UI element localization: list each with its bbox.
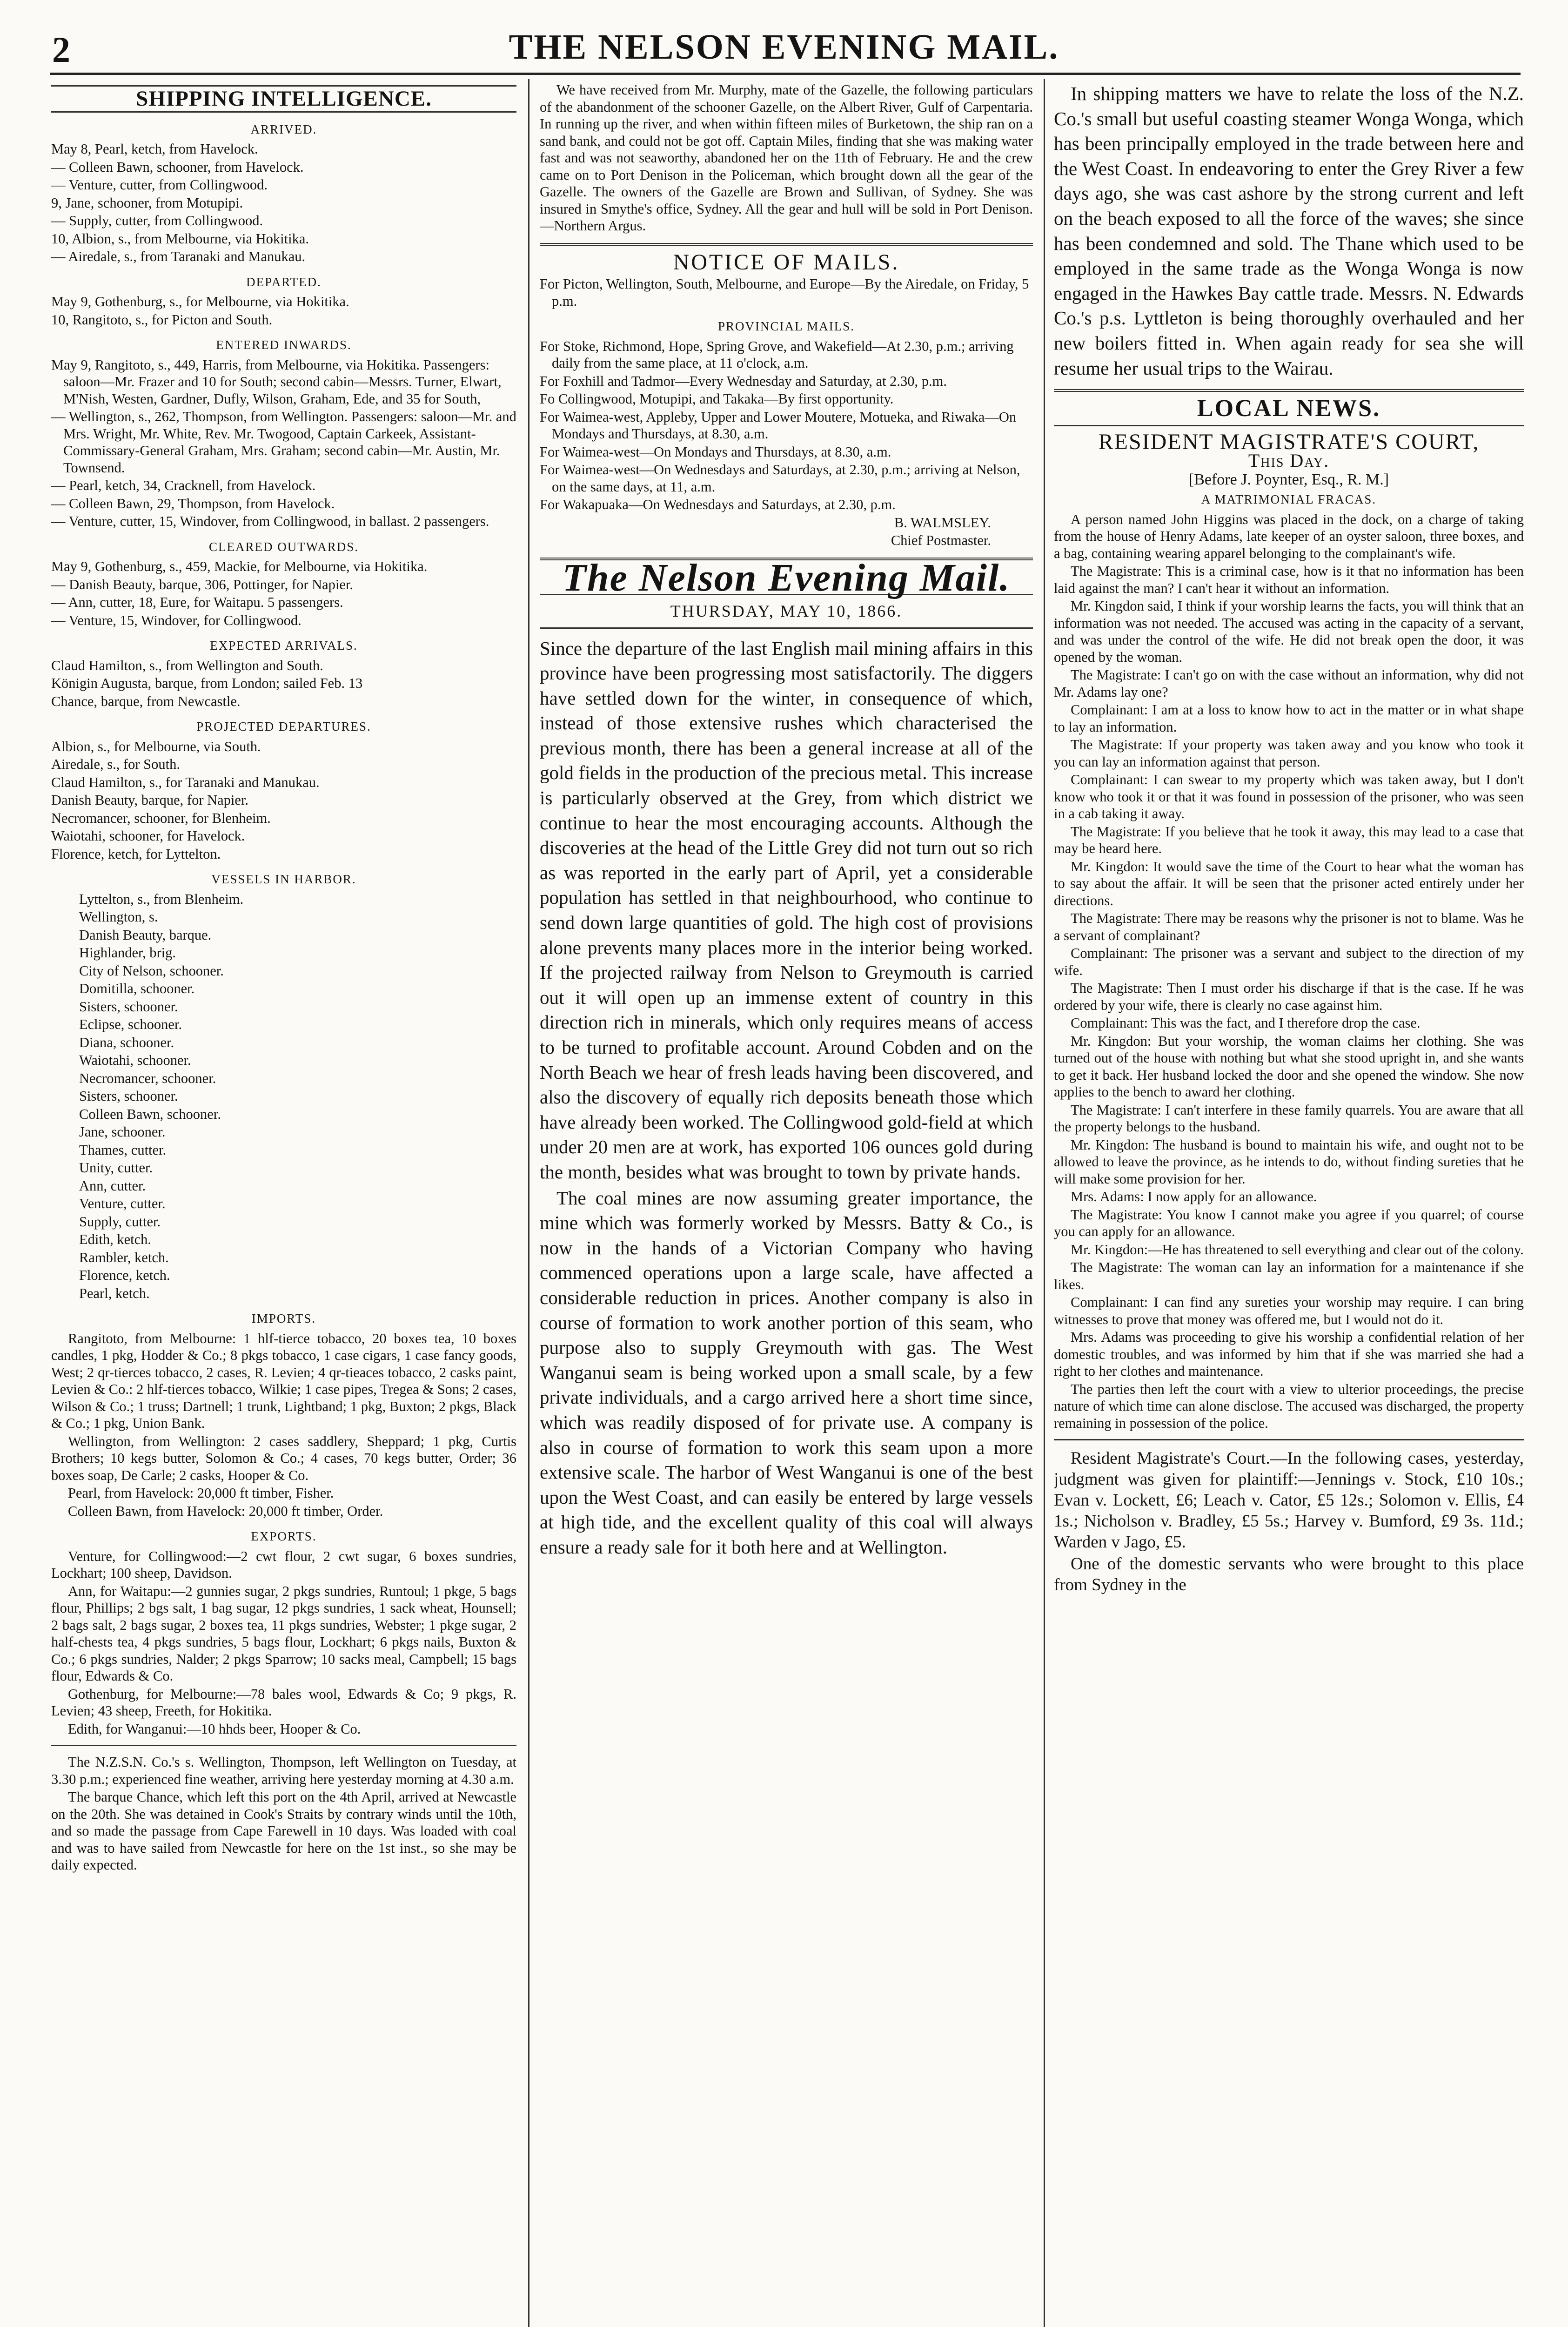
domestic-paragraph: One of the domestic servants who were brought to this place from Sydney in the	[1054, 1554, 1524, 1595]
section-rule	[1054, 1439, 1524, 1440]
list-item: — Wellington, s., 262, Thompson, from Wellington. Passengers: saloon—Mr. and Mrs. Wright, Mr. White, Rev. Mr. Twogood, Captain Carkeek, Assistant-Commissary-General Graham, Mrs. Graham; second cabin—Mr. Austin, Mr. Townsend.	[51, 409, 516, 476]
list-item: May 9, Gothenburg, s., for Melbourne, via Hokitika.	[51, 294, 349, 309]
list-item: 9, Jane, schooner, from Motupipi.	[51, 195, 243, 211]
section-rule	[1054, 425, 1524, 426]
list-item: Danish Beauty, barque, for Napier.	[51, 792, 249, 808]
court-paragraph: The Magistrate: The woman can lay an information for a maintenance if she likes.	[1054, 1259, 1524, 1292]
section-heading: IMPORTS.	[251, 1311, 316, 1325]
court-paragraph: The parties then left the court with a view to ulterior proceedings, the precise nature of which time can alone disclose. The accused was discharged, the property remaining in possession of the police.	[1054, 1381, 1524, 1431]
editorial-paragraph: Since the departure of the last English mail mining affairs in this province have been progressing most satisfactorily. The diggers have settled down for the winter, in consequence of which, instead of those extensive rushes which characterised the previous month, there has been a general increase at all of the gold fields in the production of the precious metal. This increase is particularly observed at the Grey, from which district we continue to hear the most encouraging accounts. Although the discoveries at the head of the Little Grey did not turn out so rich as was reported in the early part of April, yet a considerable population has settled in that neighbourhood, who continue to send down large quantities of gold. The high cost of provisions alone prevents many places more in the interior being worked. If the projected railway from Nelson to Greymouth is carried out it will open up an immense extent of country in this direction rich in minerals, which only requires means of access to be turned to profitable account. Around Cobden and on the North Beach we hear of fresh leads having been discovered, and also the discovery of equally rich deposits beneath those which have already been worked. The Collingwood gold-field at which under 20 men are at work, has exported 106 ounces gold during the month, besides what was brought to town by private hands.	[540, 637, 1033, 1183]
list-item: Gothenburg, for Melbourne:—78 bales wool, Edwards & Co; 9 pkgs, R. Levien; 43 sheep, Freeth, for Hokitika.	[51, 1686, 516, 1719]
section-rule	[540, 243, 1033, 246]
section-rule	[1054, 389, 1524, 392]
list-item: Wellington, from Wellington: 2 cases saddlery, Sheppard; 1 pkg, Curtis Brothers; 10 kegs butter, Solomon & Co.; 4 cases, 70 kegs butter, Order; 36 boxes soap, De Carle; 2 casks, Hooper & Co.	[51, 1433, 516, 1483]
mail-item: For Stoke, Richmond, Hope, Spring Grove, and Wakefield—At 2.30, p.m.; arriving daily from the same place, at 11 o'clock, a.m.	[540, 338, 1014, 371]
list-item: Ann, cutter.	[79, 1177, 146, 1194]
court-paragraph: The Magistrate: There may be reasons why the prisoner is not to blame. Was he a servant of complainant?	[1054, 910, 1524, 943]
list-item: Waiotahi, schooner, for Havelock.	[51, 828, 245, 844]
mail-item: For Waimea-west—On Mondays and Thursdays, at 8.30, a.m.	[540, 444, 891, 460]
court-paragraph: Complainant: I can find any sureties your worship may require. I can bring witnesses to prove that money was offered me, but I would not do it.	[1054, 1294, 1524, 1327]
court-paragraph: The Magistrate: I can't interfere in these family quarrels. You are aware that all the property belongs to the husband.	[1054, 1102, 1524, 1135]
section-heading: PROJECTED DEPARTURES.	[196, 720, 371, 733]
court-paragraph: A person named John Higgins was placed in the dock, on a charge of taking from the house of Henry Adams, late keeper of an oyster saloon, three boxes, and a bag, containing wearing apparel belonging to the complainant's wife.	[1054, 511, 1524, 561]
list-item: Claud Hamilton, s., for Taranaki and Manukau.	[51, 774, 320, 790]
court-paragraph: Mr. Kingdon: But your worship, the woman claims her clothing. She was turned out of the house with nothing but what she stood upright in, and she wants to get it back. Her husband locked the door and she opened the window. She now applies to the bench to award her clothing.	[1054, 1033, 1524, 1100]
court-paragraph: Complainant: I am at a loss to know how to act in the matter or in what shape to lay an information.	[1054, 702, 1524, 735]
list-item: Highlander, brig.	[79, 945, 176, 961]
court-paragraph: Mr. Kingdon said, I think if your worship learns the facts, you will think that an information was not needed. The accused was acting in the capacity of a servant, and was under the control of the wife. He did not break open the door, it was opened by the woman.	[1054, 598, 1524, 665]
column-editorial	[540, 81, 1033, 2327]
shipping-title: SHIPPING INTELLIGENCE.	[51, 85, 516, 113]
court-paragraph: The Magistrate: I can't go on with the case without an information, why did not Mr. Adams lay one?	[1054, 667, 1524, 700]
court-paragraph: The Magistrate: If your property was taken away and you know who took it you can lay an information against that person.	[1054, 737, 1524, 770]
section-heading: EXPECTED ARRIVALS.	[210, 639, 358, 652]
list-item: May 9, Rangitoto, s., 449, Harris, from Melbourne, via Hokitika. Passengers: saloon—Mr. Frazer and 10 for South; second cabin—Messrs. Turner, Elwart, M'Nish, Westen, Gardner, Dufly, Wilson, Graham, Ede, and 35 for South,	[51, 356, 502, 407]
vessels-list	[51, 891, 516, 1302]
mails-title: NOTICE OF MAILS.	[673, 249, 900, 275]
court-paragraph: Mr. Kingdon: The husband is bound to maintain his wife, and ought not to be allowed to leave the province, as he intends to do, without finding sureties that he will make some provision for her.	[1054, 1137, 1524, 1187]
court-presiding: [Before J. Poynter, Esq., R. M.]	[1188, 471, 1389, 488]
list-item: Edith, ketch.	[79, 1231, 152, 1247]
list-item: Edith, for Wanganui:—10 hhds beer, Hooper & Co.	[68, 1721, 361, 1737]
dateline: THURSDAY, MAY 10, 1866.	[670, 602, 903, 620]
court-paragraph: Mr. Kingdon: It would save the time of the Court to hear what the woman has to say about the affair. It will be seen that the prisoner acted entirely under her directions.	[1054, 858, 1524, 908]
section-heading: VESSELS IN HARBOR.	[211, 872, 356, 886]
signer-title: Chief Postmaster.	[891, 532, 991, 548]
gazelle-article: We have received from Mr. Murphy, mate of the Gazelle, the following particulars of the abandonment of the schooner Gazelle, on the Albert River, Gulf of Carpentaria. In running up the river, and when within fifteen miles of Burketown, the ship ran on a sand bank, and could not be got off. Captain Miles, finding that she was making water fast and was not seaworthy, abandoned her on the 11th of February. He and the crew came on to Port Denison in the Policeman, which brought down all the gear of the Gazelle. The owners of the Gazelle are Brown and Sullivan, of Sydney. She was insured in Smythe's office, Sydney. All the gear and hull will be sold in Port Denison.—Northern Argus.	[540, 82, 1033, 234]
shipping-note: The N.Z.S.N. Co.'s s. Wellington, Thompson, left Wellington on Tuesday, at 3.30 p.m.; experienced fine weather, arriving here yesterday morning at 4.30 a.m.	[51, 1754, 516, 1787]
list-item: — Venture, cutter, from Collingwood.	[51, 177, 268, 193]
list-item: Necromancer, schooner.	[79, 1070, 216, 1086]
section-rule	[540, 627, 1033, 629]
column-divider	[1044, 79, 1045, 2327]
court-paragraph: Complainant: This was the fact, and I therefore drop the case.	[1071, 1015, 1421, 1031]
list-item: Venture, cutter.	[79, 1196, 166, 1211]
list-item: Chance, barque, from Newcastle.	[51, 693, 241, 709]
list-item: May 8, Pearl, ketch, from Havelock.	[51, 141, 258, 157]
court-paragraph: The Magistrate: You know I cannot make you agree if you quarrel; of course you can apply for an allowance.	[1054, 1206, 1524, 1240]
list-item: Eclipse, schooner.	[79, 1016, 182, 1032]
mail-item: For Picton, Wellington, South, Melbourne, and Europe—By the Airedale, on Friday, 5 p.m.	[540, 276, 1029, 309]
mail-item: For Foxhill and Tadmor—Every Wednesday and Saturday, at 2.30, p.m.	[540, 373, 947, 389]
list-item: Florence, ketch.	[79, 1267, 170, 1283]
court-title: RESIDENT MAGISTRATE'S COURT,	[1098, 429, 1480, 454]
list-item: Airedale, s., for South.	[51, 756, 180, 772]
list-item: Königin Augusta, barque, from London; sailed Feb. 13	[51, 675, 363, 691]
editorial-paragraph: The coal mines are now assuming greater importance, the mine which was formerly worked by Messrs. Batty & Co., is now in the hands of a Victorian Company who having commenced operations upon a large scale, have affected a considerable reduction in prices. Another company is also in course of formation to work another portion of this seam, who purpose also to supply Greymouth with gas. The West Wanganui seam is being worked upon a small scale, by a few private individuals, and a cargo arrived here a short time since, which was readily disposed of for private use. A company is also in course of formation to work this seam upon a more extensive scale. The harbor of West Wanganui is one of the best upon the West Coast, and can easily be entered by large vessels at high tide, and the excellent quality of this coal will always ensure a ready sale for it both here and at Wellington.	[540, 1187, 1033, 1558]
paper-title: The Nelson Evening Mail.	[562, 556, 1011, 599]
column-divider	[528, 79, 529, 2327]
list-item: Waiotahi, schooner.	[79, 1052, 191, 1068]
court-paragraph: Mr. Kingdon:—He has threatened to sell everything and clear out of the colony.	[1071, 1241, 1524, 1258]
list-item: Pearl, from Havelock: 20,000 ft timber, Fisher.	[68, 1485, 334, 1501]
list-item: Ann, for Waitapu:—2 gunnies sugar, 2 pkgs sundries, Runtoul; 1 pkge, 5 bags flour, Phillips; 2 bgs salt, 1 bag sugar, 12 pkgs sundries, 1 sack wheat, Hounsell; 2 bags salt, 2 bags sugar, 2 boxes tea, 11 pkgs sundries, Webster; 1 pkge sugar, 2 half-chests tea, 4 pkgs sundries, 5 bags flour, Lockhart; 6 pkgs nails, Buxton & Co.; 6 pkgs sundries, Nalder; 2 pkgs Sparrow; 10 sacks meal, Campbell; 15 bags flour, Edwards & Co.	[51, 1583, 516, 1684]
list-item: Wellington, s.	[79, 909, 158, 925]
editorial-paragraph: In shipping matters we have to relate the loss of the N.Z. Co.'s small but useful coasting steamer Wonga Wonga, which has been principally employed in the trade between here and the West Coast. In endeavoring to enter the Grey River a few days ago, she was cast ashore by the strong current and left on the beach exposed to all the force of the waves; she since has been condemned and sold. The Thane which used to be employed in the same trade as the Wonga Wonga is now engaged in the Hawkes Bay cattle trade. Messrs. N. Edwards Co.'s p.s. Lyttleton is being thoroughly overhauled and her new boilers fitted in. When again ready for sea she will resume her usual trips to the Wairau.	[1054, 83, 1524, 379]
list-item: Colleen Bawn, schooner.	[79, 1106, 221, 1122]
list-item: Diana, schooner.	[79, 1034, 174, 1050]
case-heading: A MATRIMONIAL FRACAS.	[1201, 492, 1377, 507]
section-heading: EXPORTS.	[251, 1529, 317, 1543]
section-heading: DEPARTED.	[246, 275, 322, 289]
list-item: Necromancer, schooner, for Blenheim.	[51, 810, 271, 826]
court-paragraph: Complainant: I can swear to my property which was taken away, but I don't know who took it or that it was found in possession of the prisoner, who was seen in a cab taking it away.	[1054, 772, 1524, 822]
court-paragraph: Mrs. Adams was proceeding to give his worship a confidential relation of her domestic troubles, and was informed by him that if she was married she had a right to her clothes and maintenance.	[1054, 1329, 1524, 1379]
masthead	[0, 0, 1568, 70]
court-paragraph: The Magistrate: Then I must order his discharge if that is the case. If he was ordered by your wife, there is clearly no case against him.	[1054, 980, 1524, 1013]
list-item: 10, Rangitoto, s., for Picton and South.	[51, 311, 273, 328]
list-item: Rangitoto, from Melbourne: 1 hlf-tierce tobacco, 20 boxes tea, 10 boxes candles, 1 pkg, Hodder & Co.; 8 pkgs tobacco, 1 case cigars, 1 case fancy goods, West; 2 qr-tierces tobacco, 2 cases, R. Levien; 4 qr-tieaces tobacco, 2 casks paint, Levien & Co.: 2 hlf-tierces tobacco, Wilkie; 1 case pipes, Tregea & Sons; 2 cases, Wilson & Co.; 1 truss; Dartnell; 1 trunk, Lightband; 1 pkg, Buxton; 2 pkgs, Black & Co.; 1 pkg, Union Bank.	[51, 1330, 516, 1431]
court-subtitle: This Day.	[1248, 450, 1330, 471]
arrived-list	[51, 141, 516, 265]
list-item: Albion, s., for Melbourne, via South.	[51, 738, 261, 754]
page-number: 2	[52, 29, 70, 70]
list-item: — Venture, 15, Windover, for Collingwood.	[51, 612, 302, 628]
list-item: Rambler, ketch.	[79, 1249, 169, 1265]
list-item: Sisters, schooner.	[79, 998, 178, 1015]
list-item: Pearl, ketch.	[79, 1285, 150, 1301]
mail-item: For Wakapuaka—On Wednesdays and Saturdays, at 2.30, p.m.	[540, 497, 896, 512]
court-paragraph: The Magistrate: If you believe that he took it away, this may lead to a case that may be heard here.	[1054, 823, 1524, 857]
list-item: — Supply, cutter, from Collingwood.	[51, 213, 263, 229]
section-rule	[51, 1745, 516, 1746]
section-heading: ARRIVED.	[250, 122, 317, 136]
section-heading: ENTERED INWARDS.	[216, 338, 352, 352]
list-item: Thames, cutter.	[79, 1142, 167, 1158]
section-heading: PROVINCIAL MAILS.	[717, 319, 855, 333]
mail-item: For Waimea-west—On Wednesdays and Saturdays, at 2.30, p.m.; arriving at Nelson, on the same days, at 11, a.m.	[540, 462, 1020, 495]
list-item: 10, Albion, s., from Melbourne, via Hokitika.	[51, 230, 309, 247]
list-item: — Pearl, ketch, 34, Cracknell, from Havelock.	[51, 478, 316, 493]
list-item: — Danish Beauty, barque, 306, Pottinger, for Napier.	[51, 576, 354, 592]
list-item: Jane, schooner.	[79, 1124, 166, 1140]
list-item: Unity, cutter.	[79, 1160, 153, 1176]
court-paragraph: Mrs. Adams: I now apply for an allowance.	[1071, 1189, 1317, 1205]
mail-item: Fo Collingwood, Motupipi, and Takaka—By first opportunity.	[540, 391, 894, 407]
local-news-title: LOCAL NEWS.	[1197, 395, 1381, 422]
list-item: — Colleen Bawn, schooner, from Havelock.	[51, 159, 304, 175]
newspaper-title: THE NELSON EVENING MAIL.	[509, 27, 1059, 67]
list-item: Danish Beauty, barque.	[79, 927, 212, 943]
list-item: Claud Hamilton, s., from Wellington and South.	[51, 657, 323, 673]
list-item: May 9, Gothenburg, s., 459, Mackie, for Melbourne, via Hokitika.	[51, 558, 428, 574]
column-shipping	[51, 81, 516, 2327]
court-paragraph: The Magistrate: This is a criminal case, how is it that no information has been laid against the man? I can't hear it without an information.	[1054, 563, 1524, 596]
shipping-note: The barque Chance, which left this port on the 4th April, arrived at Newcastle on the 20th. She was detained in Cook's Straits by contrary winds until the 10th, and so made the passage from Cape Farewell in 10 days. Was loaded with coal and was to have sailed from Newcastle for here on the 1st inst., so she may be daily expected.	[51, 1789, 516, 1873]
court-paragraph: Complainant: The prisoner was a servant and subject to the direction of my wife.	[1054, 945, 1524, 978]
list-item: Domitilla, schooner.	[79, 981, 195, 996]
list-item: City of Nelson, schooner.	[79, 962, 224, 979]
list-item: — Ann, cutter, 18, Eure, for Waitapu. 5 passengers.	[51, 594, 343, 610]
list-item: Florence, ketch, for Lyttelton.	[51, 846, 221, 862]
list-item: Sisters, schooner.	[79, 1088, 178, 1104]
list-item: Colleen Bawn, from Havelock: 20,000 ft timber, Order.	[68, 1503, 383, 1519]
mail-item: For Waimea-west, Appleby, Upper and Lower Moutere, Motueka, and Riwaka—On Mondays and Thursdays, at 8.30, a.m.	[540, 409, 1017, 442]
list-item: — Venture, cutter, 15, Windover, from Collingwood, in ballast. 2 passengers.	[51, 513, 489, 529]
list-item: Supply, cutter.	[79, 1213, 161, 1230]
section-heading: CLEARED OUTWARDS.	[209, 539, 359, 554]
list-item: — Colleen Bawn, 29, Thompson, from Havelock.	[51, 495, 335, 511]
list-item: — Airedale, s., from Taranaki and Manukau.	[51, 249, 306, 264]
masthead-rule	[50, 73, 1521, 75]
list-item: Venture, for Collingwood:—2 cwt flour, 2 cwt sugar, 6 boxes sundries, Lockhart; 100 sheep, Davidson.	[51, 1548, 516, 1581]
list-item: Lyttelton, s., from Blenheim.	[79, 891, 244, 907]
signer-name: B. WALMSLEY.	[894, 514, 991, 531]
column-local-news	[1054, 81, 1524, 2327]
judgments-paragraph: Resident Magistrate's Court.—In the following cases, yesterday, judgment was given for plaintiff:—Jennings v. Stock, £10 10s.; Evan v. Lockett, £6; Leach v. Cator, £5 12s.; Solomon v. Ellis, £4 1s.; Nicholson v. Bradley, £5 5s.; Harvey v. Bumford, £9 3s. 11d.; Warden v Jago, £5.	[1054, 1449, 1524, 1552]
